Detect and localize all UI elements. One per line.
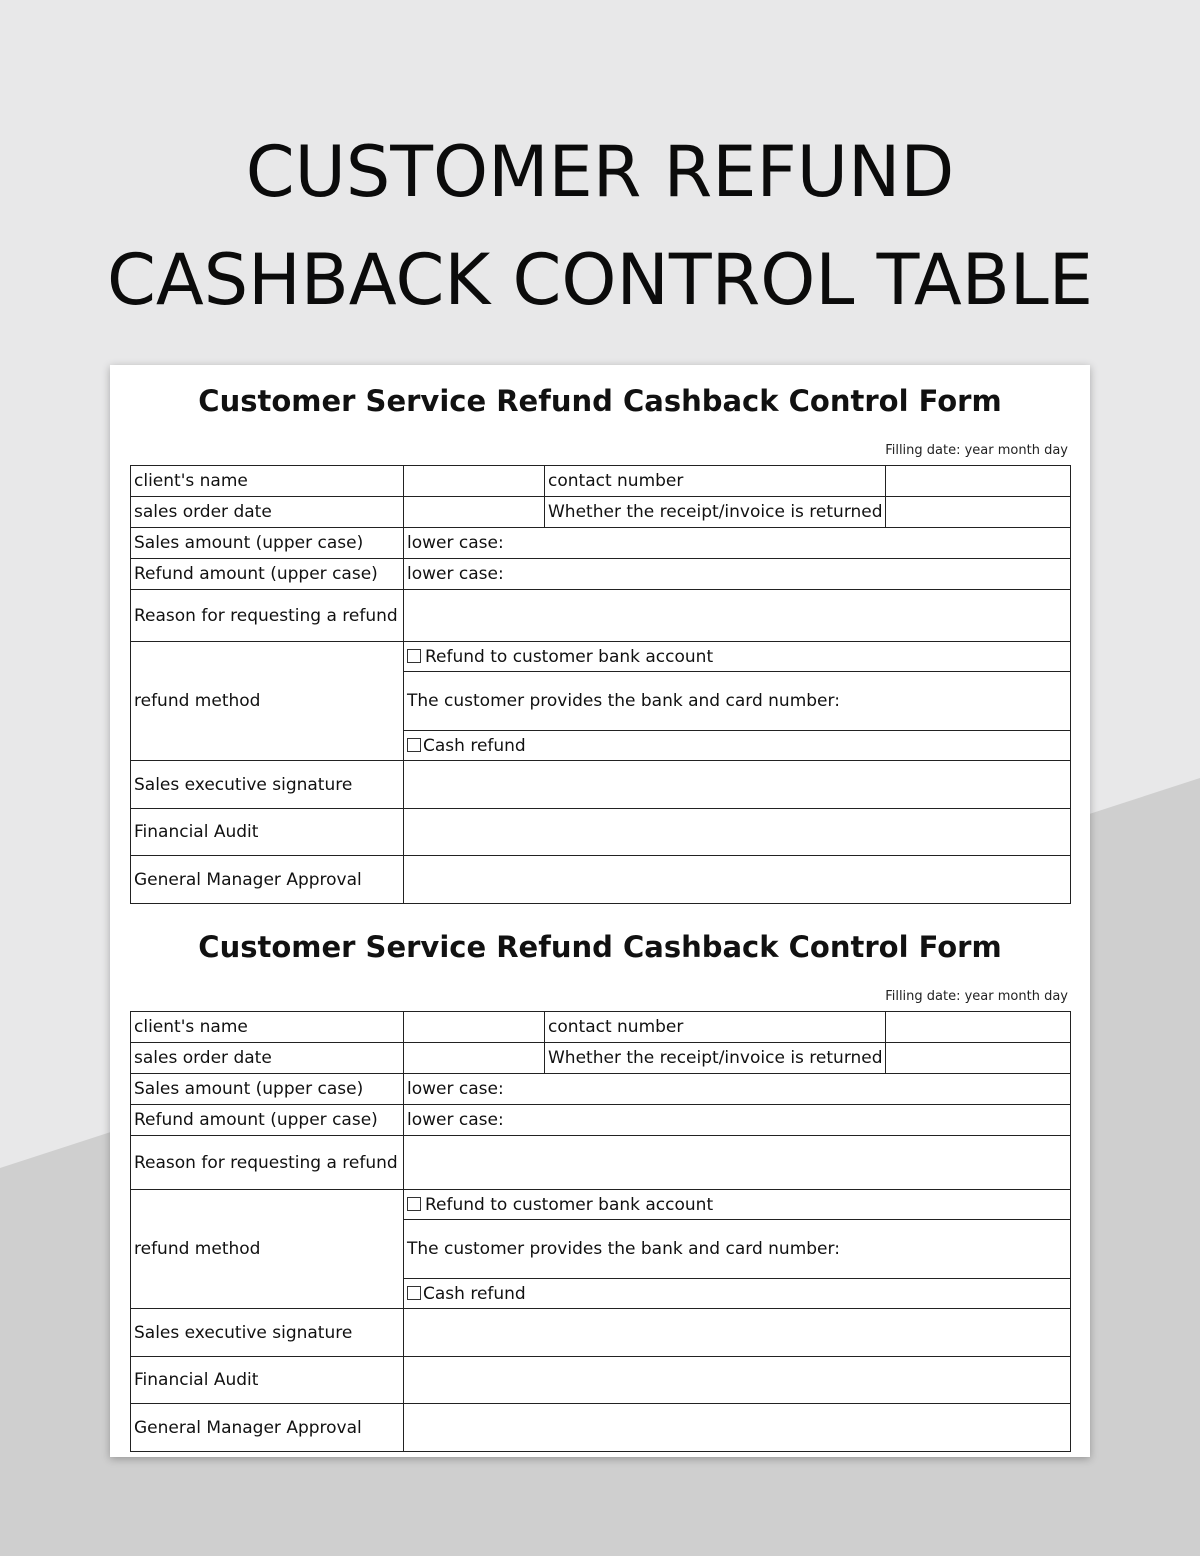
- refund-amount-lower-field[interactable]: lower case:: [404, 559, 1071, 590]
- table-row: [131, 642, 1071, 672]
- refund-amount-lower-field[interactable]: lower case:: [404, 1105, 1071, 1136]
- reason-field[interactable]: [404, 590, 1071, 642]
- sales-amount-lower-field[interactable]: lower case:: [404, 1074, 1071, 1105]
- sales-amount-lower-field[interactable]: lower case:: [404, 528, 1071, 559]
- contact-number-field[interactable]: [886, 466, 1071, 497]
- financial-audit-field[interactable]: [404, 1357, 1071, 1404]
- client-name-label: client's name: [131, 466, 404, 497]
- sales-signature-field[interactable]: [404, 1309, 1071, 1357]
- sales-order-date-field[interactable]: [404, 1043, 545, 1074]
- sales-order-date-label: sales order date: [131, 1043, 404, 1074]
- checkbox-icon[interactable]: [407, 738, 421, 752]
- option-bank-refund[interactable]: [404, 642, 1071, 672]
- table-row: [131, 1404, 1071, 1452]
- table-row: [131, 856, 1071, 904]
- sales-signature-field[interactable]: [404, 761, 1071, 809]
- option-cash-refund[interactable]: [404, 1279, 1071, 1309]
- table-row: [131, 1309, 1071, 1357]
- sales-signature-label: Sales executive signature: [131, 761, 404, 809]
- sales-order-date-field[interactable]: [404, 497, 545, 528]
- refund-table: [130, 465, 1071, 904]
- sales-amount-label: Sales amount (upper case): [131, 528, 404, 559]
- table-row: [131, 528, 1071, 559]
- gm-approval-field[interactable]: [404, 856, 1071, 904]
- client-name-field[interactable]: [404, 466, 545, 497]
- form-title: Customer Service Refund Cashback Control Form: [198, 384, 1002, 418]
- table-row: [131, 1136, 1071, 1190]
- gm-approval-label: General Manager Approval: [131, 856, 404, 904]
- filling-date: Filling date: year month day: [885, 989, 1068, 1004]
- client-name-label: client's name: [131, 1012, 404, 1043]
- table-row: [131, 466, 1071, 497]
- option-cash-label: Cash refund: [423, 1283, 526, 1304]
- receipt-returned-field[interactable]: [886, 1043, 1071, 1074]
- gm-approval-field[interactable]: [404, 1404, 1071, 1452]
- sales-signature-label: Sales executive signature: [131, 1309, 404, 1357]
- filling-date: Filling date: year month day: [885, 443, 1068, 458]
- reason-label: Reason for requesting a refund: [131, 590, 404, 642]
- option-bank-label: Refund to customer bank account: [425, 1194, 714, 1215]
- bank-card-field[interactable]: The customer provides the bank and card number:: [404, 1220, 1071, 1279]
- table-row: [131, 1043, 1071, 1074]
- contact-number-field[interactable]: [886, 1012, 1071, 1043]
- sales-amount-label: Sales amount (upper case): [131, 1074, 404, 1105]
- option-bank-label: Refund to customer bank account: [425, 646, 714, 667]
- page-title-line-1: CUSTOMER REFUND: [245, 131, 955, 213]
- checkbox-icon[interactable]: [407, 649, 421, 663]
- client-name-field[interactable]: [404, 1012, 545, 1043]
- refund-method-label: refund method: [131, 1190, 404, 1309]
- table-row: [131, 1012, 1071, 1043]
- option-bank-refund[interactable]: [404, 1190, 1071, 1220]
- receipt-returned-label: Whether the receipt/invoice is returned: [545, 497, 886, 528]
- table-row: [131, 559, 1071, 590]
- receipt-returned-label: Whether the receipt/invoice is returned: [545, 1043, 886, 1074]
- contact-number-label: contact number: [545, 1012, 886, 1043]
- table-row: [131, 809, 1071, 856]
- table-row: [131, 1105, 1071, 1136]
- table-row: [131, 590, 1071, 642]
- refund-method-label: refund method: [131, 642, 404, 761]
- receipt-returned-field[interactable]: [886, 497, 1071, 528]
- financial-audit-field[interactable]: [404, 809, 1071, 856]
- financial-audit-label: Financial Audit: [131, 809, 404, 856]
- contact-number-label: contact number: [545, 466, 886, 497]
- checkbox-icon[interactable]: [407, 1197, 421, 1211]
- table-row: [131, 1190, 1071, 1220]
- gm-approval-label: General Manager Approval: [131, 1404, 404, 1452]
- form-title: Customer Service Refund Cashback Control Form: [198, 930, 1002, 964]
- option-cash-label: Cash refund: [423, 735, 526, 756]
- refund-table: [130, 1011, 1071, 1452]
- table-row: [131, 1357, 1071, 1404]
- table-row: [131, 761, 1071, 809]
- checkbox-icon[interactable]: [407, 1286, 421, 1300]
- sales-order-date-label: sales order date: [131, 497, 404, 528]
- option-cash-refund[interactable]: [404, 731, 1071, 761]
- financial-audit-label: Financial Audit: [131, 1357, 404, 1404]
- page-title: [0, 118, 1200, 334]
- bank-card-field[interactable]: The customer provides the bank and card number:: [404, 672, 1071, 731]
- form-sheet: [110, 365, 1090, 1457]
- refund-amount-label: Refund amount (upper case): [131, 559, 404, 590]
- reason-label: Reason for requesting a refund: [131, 1136, 404, 1190]
- table-row: [131, 1074, 1071, 1105]
- page-title-line-2: CASHBACK CONTROL TABLE: [106, 239, 1094, 321]
- refund-amount-label: Refund amount (upper case): [131, 1105, 404, 1136]
- table-row: [131, 497, 1071, 528]
- reason-field[interactable]: [404, 1136, 1071, 1190]
